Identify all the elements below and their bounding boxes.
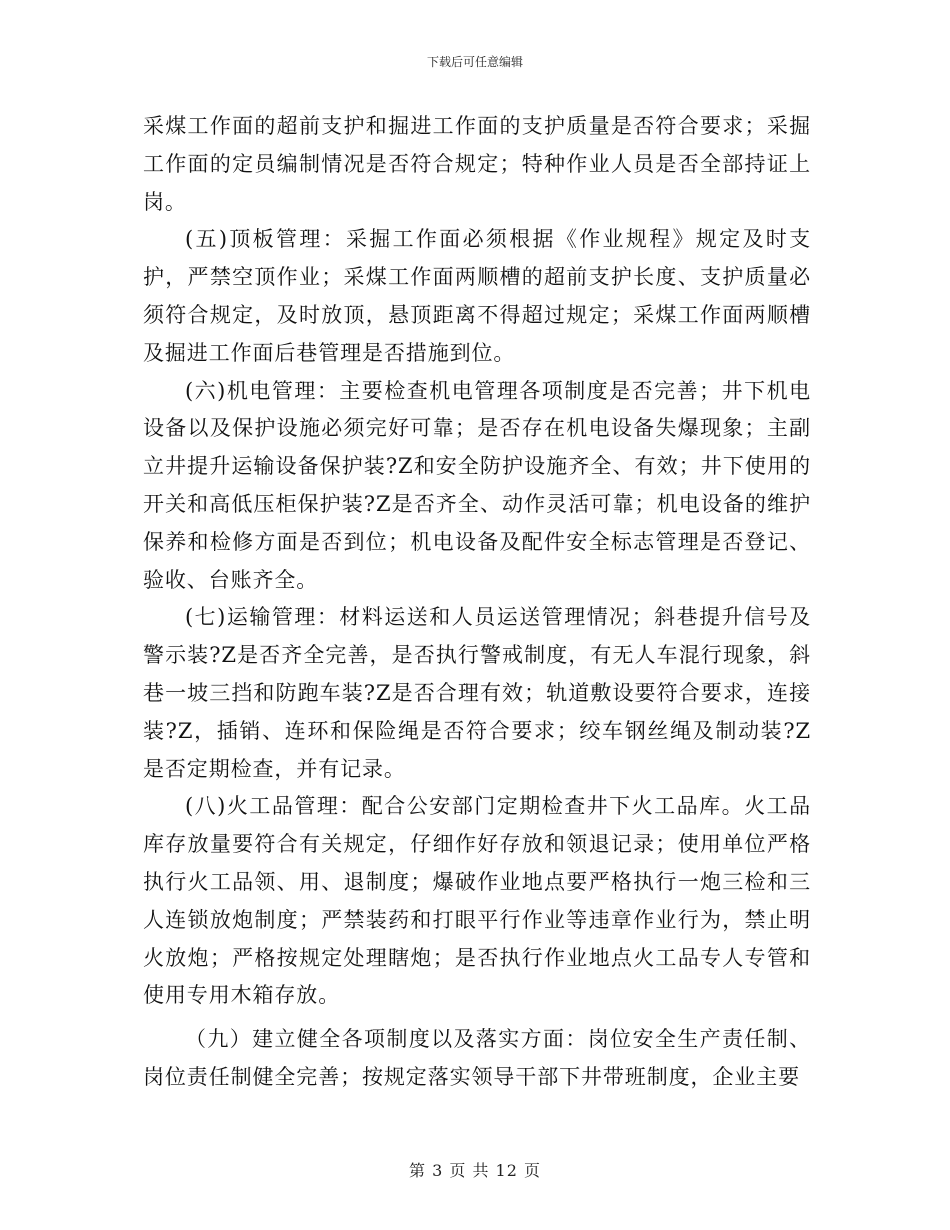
paragraph-1: 采煤工作面的超前支护和掘进工作面的支护质量是否符合要求；采掘工作面的定员编制情况是否符合规定；特种作业人员是否全部持证上岗。 [143,114,811,214]
paragraph-3: (六)机电管理：主要检查机电管理各项制度是否完善；井下机电设备以及保护设施必须完好可靠；是否存在机电设备失爆现象；主副立井提升运输设备保护装?Z和安全防护设施齐全、有效；井下使用的开关和高低压柜保护装?Z是否齐全、动作灵活可靠；机电设备的维护保养和检修方面是否到位；机电设备及配件安全标志管理是否登记、验收、台账齐全。 [143,378,811,592]
page-header: 下载后可任意编辑 [426,55,523,69]
paragraph-5: (八)火工品管理：配合公安部门定期检查井下火工品库。火工品库存放量要符合有关规定，仔细作好存放和领退记录；使用单位严格执行火工品领、用、退制度；爆破作业地点要严格执行一炮三检和三人连锁放炮制度；严禁装药和打眼平行作业等违章作业行为，禁止明火放炮；严格按规定处理瞎炮；是否执行作业地点火工品专人专管和使用专用木箱存放。 [143,794,811,1008]
paragraph-6: （九）建立健全各项制度以及落实方面：岗位安全生产责任制、岗位责任制健全完善；按规定落实领导干部下井带班制度，企业主要 [143,1027,811,1089]
paragraph-2: (五)顶板管理：采掘工作面必须根据《作业规程》规定及时支护，严禁空顶作业；采煤工作面两顺槽的超前支护长度、支护质量必须符合规定，及时放顶，悬顶距离不得超过规定；采煤工作面两顺槽及掘进工作面后巷管理是否措施到位。 [143,227,811,365]
page-footer: 第 3 页 共 12 页 [409,1161,541,1180]
document-body [143,108,811,1097]
paragraph-4: (七)运输管理：材料运送和人员运送管理情况；斜巷提升信号及警示装?Z是否齐全完善，是否执行警戒制度，有无人车混行现象，斜巷一坡三挡和防跑车装?Z是否合理有效；轨道敷设要符合要求，连接装?Z，插销、连环和保险绳是否符合要求；绞车钢丝绳及制动装?Z是否定期检查，并有记录。 [143,605,811,781]
